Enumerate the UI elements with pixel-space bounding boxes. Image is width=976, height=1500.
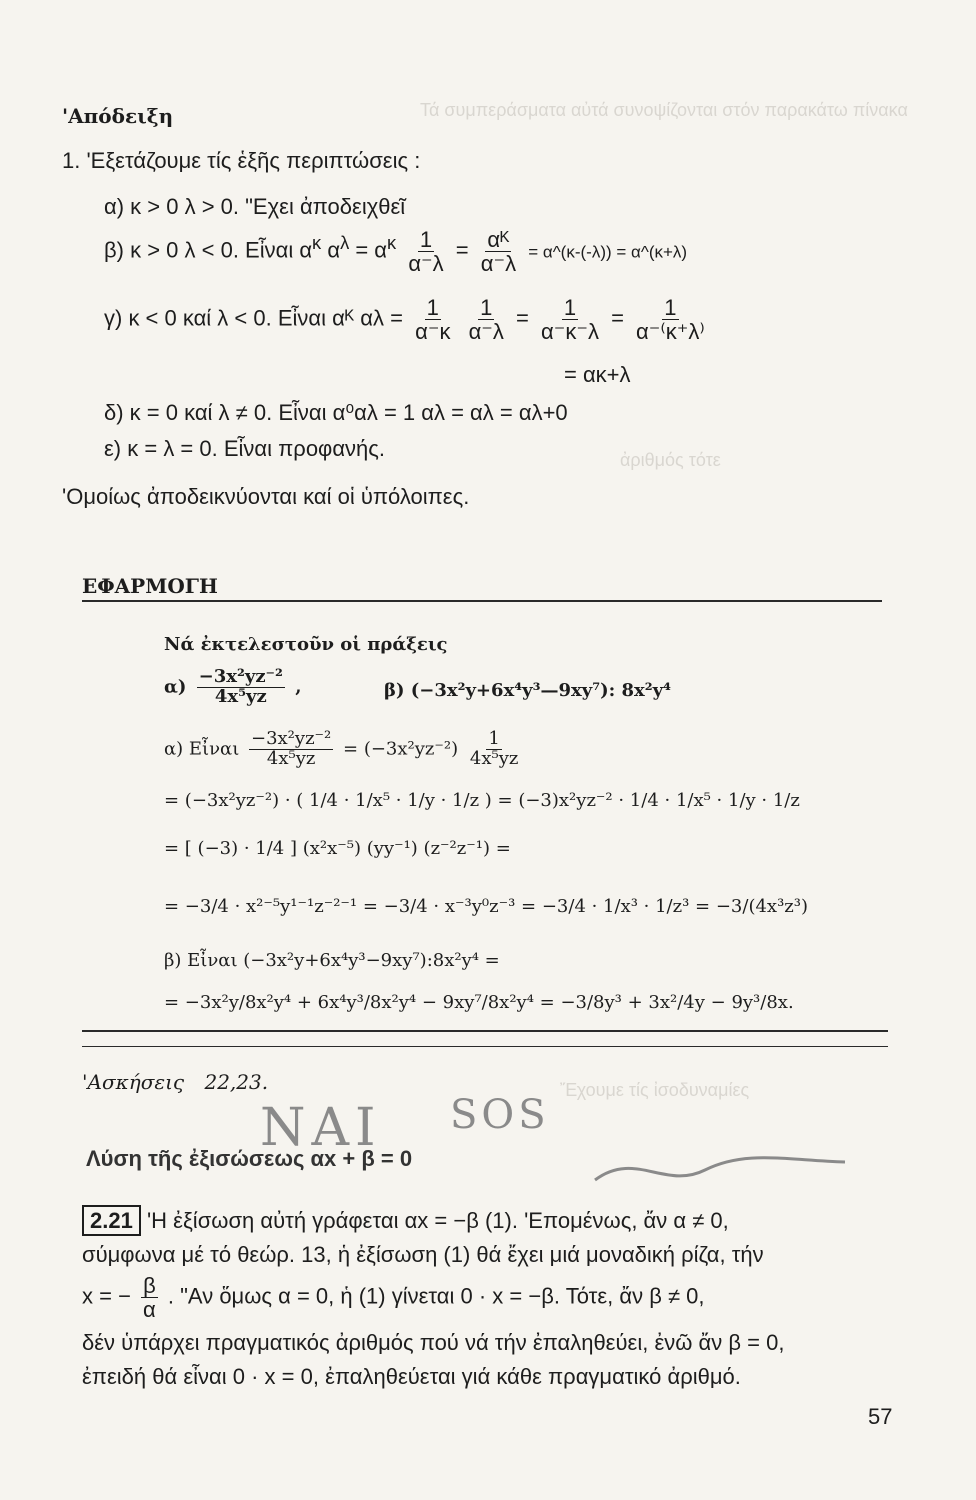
handwritten-underline-mark: [585, 1140, 865, 1200]
exercises-label: 'Ασκήσεις: [82, 1070, 185, 1094]
divider: [82, 1046, 888, 1047]
fraction: $\frac{\text{−3x²yz⁻²}}{\text{4x⁵yz}}$: [198, 666, 283, 707]
solution-a-lead: α) Εἶναι: [164, 738, 240, 760]
divider: [82, 1030, 888, 1032]
case-d: δ) κ = 0 καί λ ≠ 0. Εἶναι α⁰αλ = 1 αλ = αλ = αλ+0: [104, 400, 568, 425]
case-b-text: = α: [349, 237, 388, 263]
case-b: β) κ > 0 λ < 0. Εἶναι $\alpha^\kappa$ $\alpha^\lambda = \alpha^\kappa$ $\frac{1}{\alpha^-\lambda}$ = $\frac{\text{αᴷ}}{\alpha^-\lambda}$ = α^(κ-(-λ)) = α^(κ+λ): [104, 227, 688, 277]
solution-b-line2: = −3x²y/8x²y⁴ + 6x⁴y³/8x²y⁴ − 9xy⁷/8x²y⁴ = −3/8y³ + 3x²/4y − 9y³/8x.: [164, 992, 794, 1013]
bleed-through-text: Τά συμπεράσματα αὐτά συνοψίζονται στόν παρακάτω πίνακα: [420, 100, 908, 120]
case-b-exp: κ: [312, 232, 322, 254]
application-heading: ΕΦΑΡΜΟΓΗ: [82, 574, 218, 598]
case-e: ε) κ = λ = 0. Εἶναι προφανής.: [104, 436, 385, 461]
problem-a: α) $\frac{\text{−3x²yz⁻²}}{\text{4x⁵yz}}$ ,: [164, 666, 302, 707]
solution-heading: Λύση τῆς ἐξισώσεως αx + β = 0: [86, 1146, 413, 1171]
bleed-through-text: Ἔχουμε τίς ἰσοδυναμίες: [560, 1080, 750, 1100]
solution-p3-tail: . "Αν ὅμως α = 0, ἡ (1) γίνεται 0 · x = −β. Τότε, ἄν β ≠ 0,: [167, 1283, 705, 1309]
solution-paragraph-5: ἐπειδή θά εἶναι 0 · x = 0, ἐπαληθεύεται γιά κάθε πραγματικό ἀριθμό.: [82, 1364, 741, 1389]
solution-a-line2: = (−3x²yz⁻²) · ( 1/4 · 1/x⁵ · 1/y · 1/z ) = (−3)x²yz⁻² · 1/4 · 1/x⁵ · 1/y · 1/z: [164, 790, 800, 811]
fraction: $\frac{1}{\alpha^-\lambda}$: [408, 227, 444, 277]
page-number: 57: [868, 1404, 893, 1429]
divider: [82, 600, 882, 602]
solution-p3-lead: x = −: [82, 1283, 131, 1309]
fraction: $\frac{\text{αᴷ}}{\alpha^-\lambda}$: [480, 227, 517, 277]
fraction: $\frac{1}{\alpha^-\kappa}$: [415, 295, 451, 345]
fraction: $\frac{1}{\alpha^-\kappa^-\lambda}$: [541, 295, 599, 345]
fraction: $\frac{\text{−3x²yz⁻²}}{\text{4x⁵yz}}$: [251, 728, 332, 769]
solution-p1-text: 'Η ἐξίσωση αὐτή γράφεται αx = −β (1). 'Επομένως, ἄν α ≠ 0,: [146, 1208, 729, 1233]
proof-heading: 'Απόδειξη: [62, 104, 174, 128]
fraction: $\frac{1}{\alpha^-\lambda}$: [468, 295, 504, 345]
exercises-numbers: 22,23.: [204, 1070, 269, 1094]
solution-paragraph-1: [82, 1208, 729, 1234]
solution-paragraph-3: [82, 1274, 705, 1321]
handwritten-nai: ΝΑΙ: [260, 1098, 382, 1158]
solution-b-line1: β) Εἶναι (−3x²y+6x⁴y³−9xy⁷):8x²y⁴ =: [164, 950, 500, 971]
problem-a-label: α): [164, 676, 187, 698]
fraction: $\frac{\beta}{\alpha}$: [143, 1273, 156, 1323]
fraction: $\frac{1}{\alpha^{-(}\kappa^+\lambda^)}$: [636, 295, 705, 345]
solution-a-line4: = −3/4 · x²⁻⁵y¹⁻¹z⁻²⁻¹ = −3/4 · x⁻³y⁰z⁻³ = −3/4 · 1/x³ · 1/z³ = −3/(4x³z³): [164, 896, 809, 917]
solution-a-line1: [164, 730, 524, 769]
case-g: γ) κ < 0 καί λ < 0. Εἶναι αᴷ αλ = $\frac{1}{\alpha^-\kappa}$ $\frac{1}{\alpha^-\lambda}$ = $\frac{1}{\alpha^-\kappa^-\lambda}$ = $\frac{1}{\alpha^{-(}\kappa^+\lambda^)}$: [104, 295, 705, 345]
solution-paragraph-2: σύμφωνα μέ τό θεώρ. 13, ἡ ἐξίσωση (1) θά ἔχει μιά μοναδική ρίζα, τήν: [82, 1242, 764, 1267]
solution-paragraph-4: δέν ὑπάρχει πραγματικός ἀριθμός πού νά τήν ἐπαληθεύει, ἐνῶ ἄν β = 0,: [82, 1330, 785, 1355]
problem-b: β) (−3x²y+6x⁴y³—9xy⁷): 8x²y⁴: [384, 680, 672, 701]
case-b-text: β) κ > 0 λ < 0. Εἶναι α: [104, 237, 313, 263]
bleed-through-text: ἀριθμός τότε: [620, 450, 721, 470]
solution-a-line3: = [ (−3) · 1/4 ] (x²x⁻⁵) (yy⁻¹) (z⁻²z⁻¹) =: [164, 838, 511, 859]
section-number-box: 2.21: [82, 1205, 141, 1236]
handwritten-sos: SOS: [450, 1092, 550, 1138]
case-b-exp: κ: [387, 232, 397, 254]
case-a: α) κ > 0 λ > 0. "Εχει ἀποδειχθεῖ: [104, 194, 406, 219]
case-b-tail: = α^(κ-(-λ)) = α^(κ+λ): [528, 242, 688, 262]
proof-item-1: 1. 'Εξετάζουμε τίς ἑξῆς περιπτώσεις :: [62, 148, 421, 173]
exercises: [82, 1070, 268, 1094]
case-b-exp: λ: [340, 232, 350, 254]
case-g-continuation: = ακ+λ: [564, 362, 631, 387]
fraction: $\frac{1}{\text{4x⁵yz}}$: [469, 728, 519, 769]
case-b-text: α: [321, 237, 341, 263]
proof-conclusion: 'Ομοίως ἀποδεικνύονται καί οἱ ὑπόλοιπες.: [62, 484, 470, 509]
case-g-text: γ) κ < 0 καί λ < 0. Εἶναι αᴷ αλ =: [104, 305, 403, 331]
application-task: Νά ἐκτελεστοῦν οἱ πράξεις: [164, 634, 448, 655]
solution-a-eq: = (−3x²yz⁻²): [343, 738, 459, 760]
